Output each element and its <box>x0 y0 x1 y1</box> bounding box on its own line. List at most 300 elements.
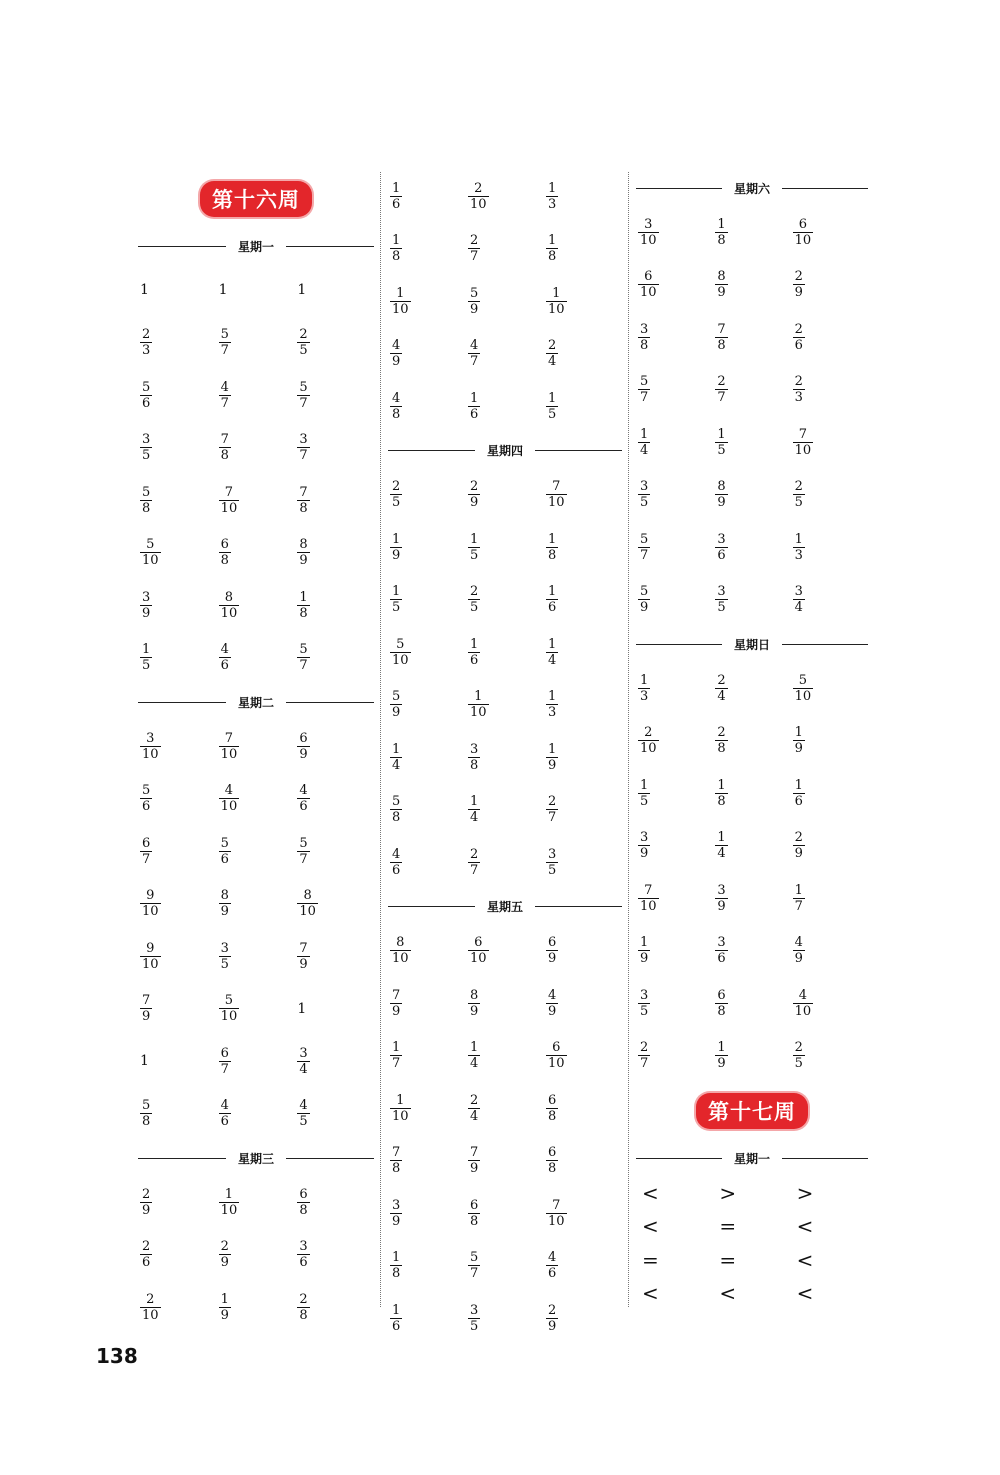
denominator: 3 <box>794 390 803 406</box>
denominator: 10 <box>392 951 409 967</box>
answer-row <box>388 1292 622 1345</box>
numerator: 5 <box>142 783 151 799</box>
denominator: 10 <box>640 285 657 301</box>
answer-column-2 <box>388 170 622 1345</box>
numerator: 8 <box>220 888 229 904</box>
answer-row <box>138 983 374 1036</box>
denominator: 9 <box>717 285 726 301</box>
numerator: 1 <box>470 531 479 547</box>
denominator: 6 <box>299 799 308 815</box>
answer-row <box>636 574 868 627</box>
denominator: 6 <box>299 1255 308 1271</box>
answer-cell <box>713 427 790 458</box>
numerator: 6 <box>548 935 557 951</box>
numerator: 4 <box>220 379 229 395</box>
fraction <box>297 888 318 919</box>
denominator: 9 <box>548 1003 557 1019</box>
fraction <box>140 888 161 919</box>
numerator: 7 <box>142 993 151 1009</box>
denominator: 8 <box>299 605 308 621</box>
numerator: 1 <box>392 1302 401 1318</box>
numerator: 5 <box>142 379 151 395</box>
answer-cell <box>791 479 868 510</box>
numerator: 1 <box>220 1291 229 1307</box>
numerator: 1 <box>640 672 649 688</box>
fraction <box>638 1040 650 1071</box>
denominator: 8 <box>548 1108 557 1124</box>
header-rule <box>138 702 226 703</box>
denominator: 7 <box>299 395 308 411</box>
answer-row <box>636 1277 868 1311</box>
fraction <box>219 1046 231 1077</box>
answer-cell <box>791 1248 868 1272</box>
numerator: 4 <box>392 390 401 406</box>
fraction <box>793 374 805 405</box>
denominator: 8 <box>392 1161 401 1177</box>
answer-cell <box>295 642 374 673</box>
fraction <box>715 374 727 405</box>
answer-cell <box>466 1040 544 1071</box>
answer-row <box>138 1035 374 1088</box>
denominator: 9 <box>640 951 649 967</box>
fraction <box>297 1098 309 1129</box>
denominator: 10 <box>299 904 316 920</box>
fraction <box>140 993 152 1024</box>
answer-cell <box>217 888 296 919</box>
fraction <box>219 432 231 463</box>
numerator: 8 <box>396 935 405 951</box>
denominator: 10 <box>640 232 657 248</box>
fraction <box>140 432 152 463</box>
numerator: 2 <box>470 846 479 862</box>
numerator: 8 <box>470 987 479 1003</box>
answer-cell <box>138 1187 217 1218</box>
denominator: 10 <box>640 898 657 914</box>
answer-row <box>138 1088 374 1141</box>
answer-cell <box>466 1303 544 1334</box>
numerator: 7 <box>224 484 234 500</box>
fraction <box>793 269 805 300</box>
fraction <box>715 217 727 248</box>
header-rule <box>286 246 374 247</box>
answer-row <box>388 170 622 223</box>
denominator: 8 <box>392 406 401 422</box>
denominator: 5 <box>220 956 229 972</box>
denominator: 9 <box>717 495 726 511</box>
fraction <box>468 286 480 317</box>
denominator: 9 <box>640 846 649 862</box>
fraction <box>715 269 727 300</box>
denominator: 10 <box>142 553 159 569</box>
answer-cell <box>636 935 713 966</box>
fraction <box>390 391 402 422</box>
answer-cell <box>713 217 790 248</box>
answer-column-1 <box>138 170 374 1334</box>
numerator: 1 <box>396 285 405 301</box>
answer-cell <box>217 941 296 972</box>
numerator: 1 <box>396 1092 405 1108</box>
numerator: 3 <box>220 940 229 956</box>
answer-cell <box>791 1040 868 1071</box>
numerator: 1 <box>794 882 803 898</box>
denominator: 6 <box>717 547 726 563</box>
answer-row <box>388 784 622 837</box>
numerator: 3 <box>717 531 726 547</box>
answer-cell <box>388 286 466 317</box>
numerator: 1 <box>548 390 557 406</box>
denominator: 9 <box>142 1009 151 1025</box>
answer-row <box>636 662 868 715</box>
answer-cell <box>544 689 622 720</box>
answer-cell <box>791 988 868 1019</box>
fraction <box>219 590 240 621</box>
denominator: 10 <box>220 500 238 516</box>
numerator: 7 <box>470 1145 479 1161</box>
whole-number: 1 <box>140 282 149 299</box>
answer-cell <box>544 847 622 878</box>
answer-cell <box>636 584 713 615</box>
fraction <box>219 783 240 814</box>
numerator: 1 <box>548 636 557 652</box>
fraction <box>638 673 650 704</box>
numerator: 5 <box>142 484 151 500</box>
comparison-symbol: < <box>642 1180 659 1205</box>
denominator: 9 <box>299 956 308 972</box>
denominator: 8 <box>640 337 649 353</box>
day-header <box>138 684 374 720</box>
comparison-symbol: < <box>642 1281 659 1306</box>
fraction <box>297 327 309 358</box>
answer-cell <box>138 1292 217 1323</box>
numerator: 7 <box>299 484 308 500</box>
numerator: 5 <box>146 537 155 553</box>
denominator: 10 <box>220 746 238 762</box>
answer-cell <box>636 1181 713 1205</box>
fraction <box>546 935 558 966</box>
numerator: 7 <box>224 730 234 746</box>
answer-cell <box>138 485 217 516</box>
denominator: 5 <box>470 547 479 563</box>
comparison-symbol: = <box>642 1247 659 1272</box>
fraction <box>546 1303 558 1334</box>
answer-cell <box>295 1187 374 1218</box>
denominator: 8 <box>548 547 557 563</box>
answer-cell <box>217 282 296 298</box>
numerator: 1 <box>794 531 803 547</box>
denominator: 9 <box>392 1003 401 1019</box>
fraction <box>390 181 402 212</box>
fraction <box>546 1040 567 1071</box>
answer-cell <box>217 731 296 762</box>
denominator: 7 <box>470 1266 479 1282</box>
fraction <box>793 479 805 510</box>
whole-number: 1 <box>297 282 307 299</box>
numerator: 6 <box>142 835 151 851</box>
answer-cell <box>544 988 622 1019</box>
answer-cell <box>295 731 374 762</box>
numerator: 7 <box>552 479 561 495</box>
day-label: 星期五 <box>487 900 524 914</box>
numerator: 3 <box>794 584 803 600</box>
numerator: 6 <box>548 1145 557 1161</box>
numerator: 2 <box>470 233 479 249</box>
numerator: 3 <box>299 1045 308 1061</box>
answer-cell <box>295 590 374 621</box>
fraction <box>638 725 659 756</box>
denominator: 8 <box>548 249 557 265</box>
answer-cell <box>791 883 868 914</box>
numerator: 1 <box>794 777 803 793</box>
numerator: 5 <box>299 642 308 658</box>
answer-cell <box>544 794 622 825</box>
denominator: 10 <box>470 951 487 967</box>
answer-cell <box>388 1093 466 1124</box>
fraction <box>546 286 567 317</box>
header-rule <box>138 1158 226 1159</box>
fraction <box>468 847 480 878</box>
fraction <box>468 338 480 369</box>
fraction <box>140 1239 152 1270</box>
answer-cell <box>713 673 790 704</box>
fraction <box>140 783 152 814</box>
answer-cell <box>138 327 217 358</box>
numerator: 4 <box>548 1250 557 1266</box>
numerator: 1 <box>717 216 726 232</box>
fraction <box>546 532 558 563</box>
fraction <box>546 794 558 825</box>
numerator: 2 <box>794 1040 803 1056</box>
numerator: 3 <box>299 432 308 448</box>
week-banner <box>636 1082 868 1140</box>
fraction <box>638 830 650 861</box>
denominator: 10 <box>794 688 812 704</box>
fraction <box>297 1046 309 1077</box>
numerator: 5 <box>224 993 234 1009</box>
fraction <box>297 941 309 972</box>
denominator: 9 <box>470 495 479 511</box>
numerator: 5 <box>392 689 401 705</box>
denominator: 6 <box>392 862 401 878</box>
answer-cell <box>388 1198 466 1229</box>
answer-row <box>388 275 622 328</box>
denominator: 9 <box>220 1307 229 1323</box>
answer-cell <box>217 993 296 1024</box>
answer-row <box>388 679 622 732</box>
week-title: 第十七周 <box>696 1093 808 1129</box>
numerator: 3 <box>717 935 726 951</box>
fraction <box>140 537 161 568</box>
answer-cell <box>544 584 622 615</box>
fraction <box>140 1292 161 1323</box>
answer-row <box>636 311 868 364</box>
week-title: 第十六周 <box>200 181 312 217</box>
answer-cell <box>217 642 296 673</box>
fraction <box>715 935 727 966</box>
fraction <box>140 836 152 867</box>
numerator: 3 <box>644 216 653 232</box>
numerator: 2 <box>794 269 803 285</box>
answer-cell <box>544 532 622 563</box>
day-header <box>388 433 622 469</box>
numerator: 6 <box>220 537 229 553</box>
numerator: 7 <box>644 882 653 898</box>
numerator: 3 <box>470 741 479 757</box>
answer-row <box>636 977 868 1030</box>
denominator: 5 <box>392 600 401 616</box>
numerator: 1 <box>392 741 401 757</box>
numerator: 2 <box>640 1040 649 1056</box>
fraction <box>297 485 309 516</box>
comparison-symbol: < <box>796 1214 814 1239</box>
header-rule <box>138 246 226 247</box>
answer-row <box>388 731 622 784</box>
answer-cell <box>636 1040 713 1071</box>
fraction <box>715 725 727 756</box>
answer-row <box>636 206 868 259</box>
fraction <box>297 537 309 568</box>
denominator: 5 <box>717 600 726 616</box>
denominator: 6 <box>717 951 726 967</box>
answer-cell <box>138 282 217 298</box>
denominator: 8 <box>299 1202 308 1218</box>
fraction <box>793 830 805 861</box>
answer-cell <box>138 941 217 972</box>
fraction <box>546 689 558 720</box>
fraction <box>219 327 231 358</box>
fraction <box>546 233 558 264</box>
denominator: 6 <box>142 1255 151 1271</box>
header-rule <box>782 644 868 645</box>
denominator: 7 <box>548 810 557 826</box>
answer-cell <box>138 888 217 919</box>
answer-row <box>388 1082 622 1135</box>
day-header <box>388 889 622 925</box>
answer-cell <box>217 1098 296 1129</box>
header-rule <box>782 1158 868 1159</box>
fraction <box>219 941 231 972</box>
fraction <box>468 935 489 966</box>
numerator: 6 <box>299 1186 308 1202</box>
fraction <box>793 322 805 353</box>
fraction <box>297 1187 309 1218</box>
numerator: 7 <box>299 940 308 956</box>
answer-cell <box>295 783 374 814</box>
denominator: 7 <box>640 547 649 563</box>
answer-cell <box>138 1053 217 1069</box>
fraction <box>468 988 480 1019</box>
denominator: 9 <box>392 547 401 563</box>
numerator: 3 <box>142 589 151 605</box>
day-label: 星期三 <box>238 1151 275 1166</box>
answer-cell <box>713 1248 790 1272</box>
answer-cell <box>466 742 544 773</box>
answer-cell <box>217 783 296 814</box>
denominator: 9 <box>299 746 308 762</box>
numerator: 5 <box>396 636 405 652</box>
denominator: 4 <box>640 442 649 458</box>
denominator: 10 <box>220 605 238 621</box>
day-label: 星期四 <box>487 444 524 458</box>
answer-cell <box>295 1292 374 1323</box>
numerator: 1 <box>470 390 479 406</box>
answer-row <box>636 767 868 820</box>
numerator: 3 <box>717 882 726 898</box>
denominator: 5 <box>299 1114 308 1130</box>
answer-cell <box>217 380 296 411</box>
denominator: 8 <box>717 741 726 757</box>
answer-row <box>388 1135 622 1188</box>
denominator: 10 <box>548 495 565 511</box>
numerator: 2 <box>392 479 401 495</box>
numerator: 6 <box>474 935 483 951</box>
answer-cell <box>544 338 622 369</box>
answer-cell <box>466 1250 544 1281</box>
denominator: 8 <box>717 1003 726 1019</box>
day-header <box>138 228 374 264</box>
answer-row <box>636 1030 868 1083</box>
denominator: 9 <box>717 898 726 914</box>
answer-cell <box>295 941 374 972</box>
fraction <box>219 888 231 919</box>
numerator: 1 <box>470 794 479 810</box>
answer-cell <box>544 637 622 668</box>
denominator: 6 <box>794 793 803 809</box>
denominator: 4 <box>470 1108 479 1124</box>
fraction <box>638 883 659 914</box>
fraction <box>140 731 161 762</box>
numerator: 5 <box>470 285 479 301</box>
numerator: 4 <box>220 642 229 658</box>
answer-cell <box>636 269 713 300</box>
numerator: 1 <box>717 426 726 442</box>
denominator: 7 <box>142 851 151 867</box>
answer-row <box>138 422 374 475</box>
answer-cell <box>791 935 868 966</box>
denominator: 10 <box>794 232 812 248</box>
fraction <box>297 1292 309 1323</box>
answer-row <box>636 364 868 417</box>
fraction <box>546 1250 558 1281</box>
answer-cell <box>544 1040 622 1071</box>
denominator: 8 <box>142 1114 151 1130</box>
denominator: 9 <box>220 904 229 920</box>
fraction <box>219 731 240 762</box>
fraction <box>219 485 240 516</box>
fraction <box>793 883 805 914</box>
answer-row <box>636 416 868 469</box>
numerator: 3 <box>146 730 155 746</box>
answer-cell <box>636 532 713 563</box>
fraction <box>219 1187 240 1218</box>
numerator: 6 <box>220 1045 229 1061</box>
answer-cell <box>636 374 713 405</box>
day-label: 星期二 <box>238 695 275 710</box>
answer-cell <box>636 883 713 914</box>
numerator: 8 <box>224 589 234 605</box>
answer-cell <box>713 1214 790 1238</box>
denominator: 7 <box>794 898 803 914</box>
fraction <box>715 673 727 704</box>
numerator: 1 <box>392 531 401 547</box>
fraction <box>793 778 805 809</box>
denominator: 3 <box>142 343 151 359</box>
answer-cell <box>466 584 544 615</box>
day-header <box>636 1140 868 1176</box>
numerator: 1 <box>548 741 557 757</box>
answer-cell <box>791 269 868 300</box>
answer-row <box>636 521 868 574</box>
answer-row <box>388 1030 622 1083</box>
